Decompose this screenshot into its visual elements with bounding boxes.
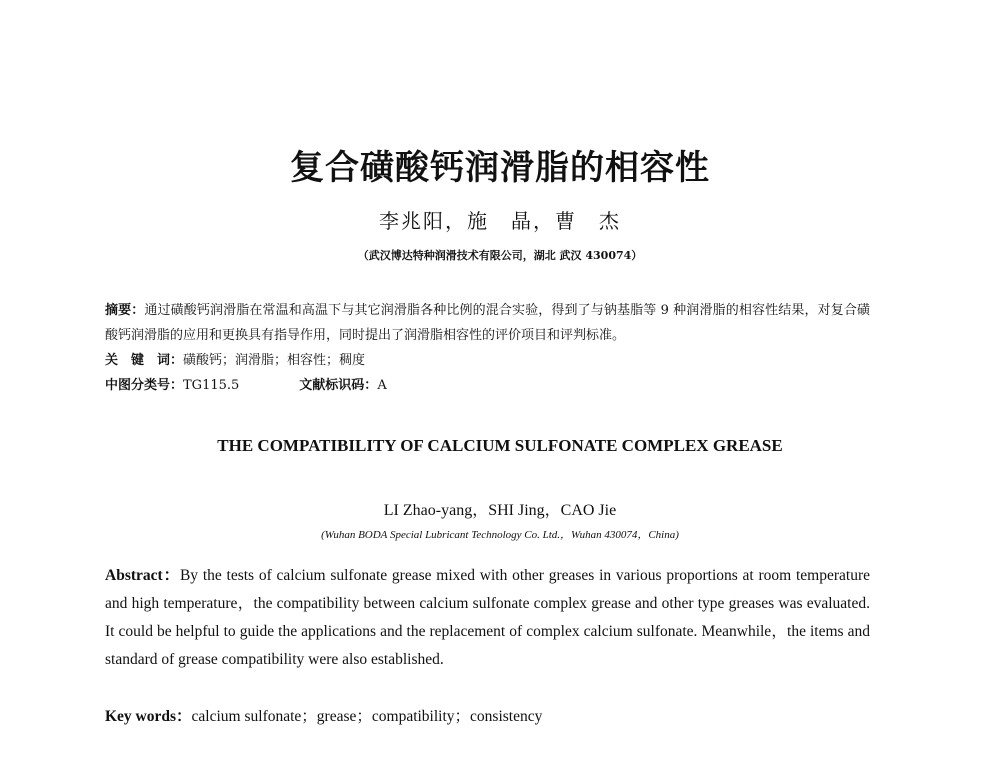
classification-line <box>105 373 870 398</box>
english-title: THE COMPATIBILITY OF CALCIUM SULFONATE COMPLEX GREASE <box>217 436 783 455</box>
chinese-keywords <box>105 348 870 373</box>
english-authors: LI Zhao-yang，SHI Jing，CAO Jie <box>383 502 617 519</box>
clc-label: 中图分类号： <box>105 378 184 393</box>
chinese-abstract-text: 通过磺酸钙润滑脂在常温和高温下与其它润滑脂各种比例的混合实验，得到了与钠基脂等 9 种润滑脂的相容性结果，对复合磺酸钙润滑脂的应用和更换具有指导作用，同时提出了润滑脂相容性的评价项目和评判标准。 <box>105 303 870 343</box>
doc-code-value: A <box>377 378 387 393</box>
chinese-keywords-label: 关 键 词： <box>105 353 184 368</box>
english-keywords-label: Key words： <box>105 708 192 725</box>
chinese-abstract-block <box>105 298 870 398</box>
english-abstract-text: By the tests of calcium sulfonate grease mixed with other greases in various proportions at room temperature and high temperature，the compatibility between calcium sulfonate complex grease and other type greases was evaluated. It could be helpful to guide the applications and the replacement of complex calcium sulfonate. Meanwhile，the items and standard of grease compatibility were also established. <box>105 567 870 668</box>
chinese-affiliation: （武汉博达特种润滑技术有限公司，湖北 武汉 430074） <box>357 249 643 262</box>
english-keywords <box>105 704 542 726</box>
doc-code-label: 文献标识码： <box>299 378 378 393</box>
chinese-keywords-text: 磺酸钙；润滑脂；相容性；稠度 <box>183 353 366 368</box>
chinese-abstract-label: 摘要： <box>105 303 145 318</box>
english-affiliation: (Wuhan BODA Special Lubricant Technology Co. Ltd.，Wuhan 430074，China) <box>321 529 679 541</box>
english-abstract <box>105 562 870 674</box>
chinese-authors: 李兆阳，施 晶，曹 杰 <box>379 209 621 233</box>
chinese-title: 复合磺酸钙润滑脂的相容性 <box>290 148 710 188</box>
english-keywords-text: calcium sulfonate；grease；compatibility；consistency <box>191 708 543 725</box>
clc-value: TG115.5 <box>183 378 240 393</box>
english-abstract-label: Abstract： <box>105 567 180 584</box>
chinese-abstract <box>105 298 870 348</box>
